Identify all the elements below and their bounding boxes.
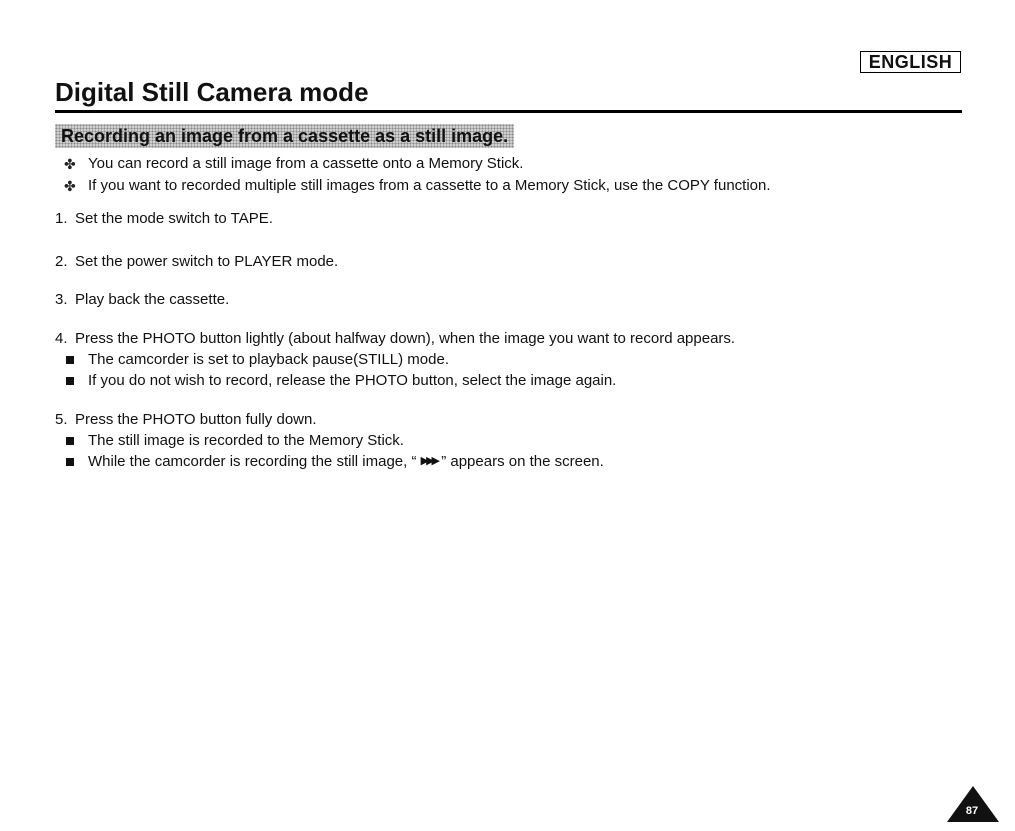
sub-item xyxy=(66,370,735,391)
step-number: 2. xyxy=(55,253,68,270)
sub-item xyxy=(66,430,604,451)
step-text: Press the PHOTO button fully down. xyxy=(75,411,317,428)
sub-list xyxy=(55,349,735,391)
language-badge: ENGLISH xyxy=(860,51,961,73)
step-number: 5. xyxy=(55,411,68,428)
note-item xyxy=(64,153,771,175)
notes-list xyxy=(64,153,771,197)
step-item xyxy=(55,409,604,472)
step-number: 3. xyxy=(55,291,68,308)
sub-text: The camcorder is set to playback pause(STILL) mode. xyxy=(88,351,449,368)
square-bullet-icon xyxy=(66,356,74,364)
note-item xyxy=(64,175,771,197)
page-title: Digital Still Camera mode xyxy=(55,77,369,107)
sub-text: The still image is recorded to the Memory Stick. xyxy=(88,432,404,449)
step-item xyxy=(55,251,338,272)
sub-item xyxy=(66,451,604,472)
step-number: 1. xyxy=(55,210,68,227)
sub-text: If you do not wish to record, release the PHOTO button, select the image again. xyxy=(88,372,617,389)
step-text: Press the PHOTO button lightly (about halfway down), when the image you want to record appears. xyxy=(75,330,736,347)
quote-open: “ xyxy=(411,453,417,470)
clover-icon: ✤ xyxy=(64,178,76,194)
clover-icon: ✤ xyxy=(64,156,76,172)
note-text: If you want to recorded multiple still images from a cassette to a Memory Stick, use the COPY function. xyxy=(88,177,771,194)
title-rule xyxy=(55,110,962,113)
sub-text: While the camcorder is recording the still image, xyxy=(88,453,408,470)
page-number: 87 xyxy=(965,805,979,817)
step-text: Play back the cassette. xyxy=(75,291,230,308)
square-bullet-icon xyxy=(66,458,74,466)
step-number: 4. xyxy=(55,330,68,347)
quote-close: ” xyxy=(441,453,447,470)
square-bullet-icon xyxy=(66,437,74,445)
step-item xyxy=(55,328,735,391)
note-text: You can record a still image from a cassette onto a Memory Stick. xyxy=(88,155,524,172)
step-item xyxy=(55,289,229,310)
step-text: Set the mode switch to TAPE. xyxy=(75,210,273,227)
sub-text-after: appears on the screen. xyxy=(450,453,604,470)
triple-play-icon: ▶▶▶ xyxy=(420,455,438,467)
sub-list xyxy=(55,430,604,472)
sub-item xyxy=(66,349,735,370)
step-item xyxy=(55,208,273,229)
section-heading: Recording an image from a cassette as a still image. xyxy=(55,124,514,148)
square-bullet-icon xyxy=(66,377,74,385)
step-text: Set the power switch to PLAYER mode. xyxy=(75,253,339,270)
